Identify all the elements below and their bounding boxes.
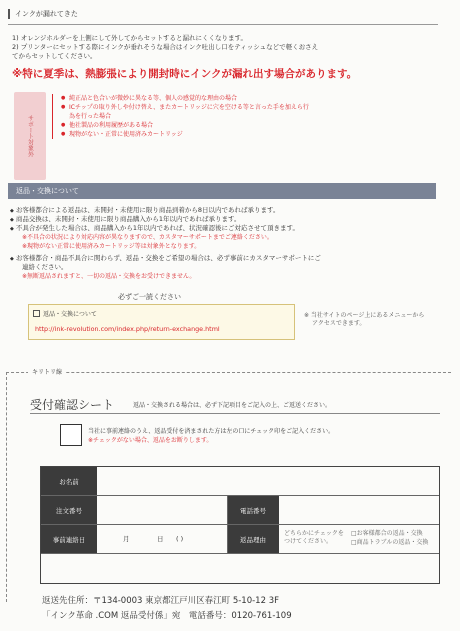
order-number-label: 注文番号 bbox=[41, 496, 97, 524]
reason-hint-1: どちらかにチェックを bbox=[284, 530, 344, 537]
reason-hint-2: つけてください。 bbox=[284, 538, 333, 545]
divider bbox=[227, 495, 228, 553]
cut-line-vertical bbox=[6, 372, 8, 602]
side-note-1: ※ 当社サイトのページ上にあるメニューから bbox=[304, 312, 425, 319]
leak-tip-2: 2) プリンターにセットする際にインクが垂れそうな場合はインク吐出し口をティッシュなどで軽くおさえ bbox=[12, 43, 319, 51]
divider bbox=[8, 24, 438, 25]
reason-option-customer[interactable]: □お客様都合の返品・交換 bbox=[351, 530, 423, 537]
check-note: ※チェックがない場合、返品をお断りします。 bbox=[88, 437, 213, 444]
returns-note-2: ※現物がない正常に使用済みカートリッジ等は対象外となります。 bbox=[22, 243, 201, 250]
leak-section-title: インクが漏れてきた bbox=[8, 9, 78, 19]
returns-note-1: ※不具合の状況により対応内容が異なりますので、カスタマーサポートまでご連絡ください。 bbox=[22, 234, 273, 241]
phone-field[interactable] bbox=[280, 496, 438, 524]
contact-note: ※無断返品されますと、一切の返品・交換をお受けできません。 bbox=[22, 273, 196, 280]
cut-line bbox=[6, 372, 451, 374]
phone-label: 電話番号 bbox=[227, 496, 279, 524]
contact-line-2: 連絡ください。 bbox=[22, 263, 68, 271]
summer-warning: ※特に夏季は、熱膨張により開封時にインクが漏れ出す場合があります。 bbox=[12, 68, 358, 80]
check-instruction: 当社に事前連絡のうえ、返品受付を済まされた方は左の口にチェック印をご記入ください。 bbox=[88, 428, 335, 435]
exclusion-list bbox=[52, 94, 391, 139]
date-weekday: ( ) bbox=[176, 535, 184, 543]
list-item: ● 現物がない・正常に使用済みカートリッジ bbox=[61, 130, 391, 139]
list-item: ● 他社製品の利用履歴がある場合 bbox=[61, 121, 391, 130]
cut-line-label: キリトリ線 bbox=[28, 367, 66, 376]
side-note-2: アクセスできます。 bbox=[312, 320, 366, 327]
link-box-label: 返品・交換について bbox=[43, 311, 97, 318]
date-month: 月 bbox=[123, 535, 130, 543]
divider bbox=[30, 413, 440, 414]
returns-point-3: ◆ 不具合が発生した場合は、商品購入から1年以内であれば、状況確認後にご対応させて頂きます。 bbox=[10, 224, 299, 234]
checkbox-icon bbox=[33, 310, 40, 317]
divider bbox=[41, 553, 439, 554]
pre-contact-checkbox[interactable] bbox=[60, 424, 82, 446]
name-label: お名前 bbox=[41, 467, 97, 495]
read-heading: 必ずご一読ください bbox=[118, 293, 181, 301]
list-item: ● 純正品と色合いが微妙に異なる等、個人の感覚的な理由の場合 bbox=[61, 94, 391, 103]
returns-section-header: 返品・交換について bbox=[8, 183, 436, 199]
receipt-subtitle: 返品・交換される場合は、必ず下記項目をご記入の上、ご返送ください。 bbox=[133, 402, 332, 409]
leak-tip-1: 1) オレンジホルダーを上側にして外してからセットすると漏れにくくなります。 bbox=[12, 34, 247, 42]
returns-point-2: ◆ 商品交換は、未開封・未使用に限り商品購入から1年以内であれば承ります。 bbox=[10, 215, 240, 225]
list-item: 為を行った場合 bbox=[69, 113, 112, 120]
returns-point-1: ◆ お客様都合による返品は、未開封・未使用に限り商品到着から8日以内であれば承ります。 bbox=[10, 206, 279, 216]
return-link-box bbox=[28, 304, 295, 340]
support-excluded-label: サポート対象外 bbox=[14, 92, 46, 180]
reason-option-trouble[interactable]: □商品トラブルの返品・交換 bbox=[351, 539, 429, 546]
return-exchange-link[interactable]: http://ink-revolution.com/index.php/return-exchange.html bbox=[35, 325, 220, 333]
list-item: ● ICチップの取り外しや付け替え、またカートリッジに穴を空ける等と言った手を加えら行 bbox=[61, 103, 391, 112]
receipt-form-table bbox=[40, 466, 440, 584]
return-recipient: 「インク革命 .COM 返品受付係」宛 電話番号：0120-761-109 bbox=[42, 611, 292, 621]
order-number-field[interactable] bbox=[98, 496, 226, 524]
receipt-title: 受付確認シート bbox=[30, 398, 115, 412]
name-field[interactable] bbox=[98, 467, 438, 495]
return-address: 返送先住所：〒134-0003 東京都江戸川区春江町 5-10-12 3F bbox=[42, 596, 280, 606]
divider bbox=[41, 524, 439, 525]
return-reason-label: 返品理由 bbox=[227, 525, 279, 553]
contact-date-label: 事前連絡日 bbox=[41, 525, 97, 553]
contact-line-1: ◆ お客様都合・商品不具合に関わらず、返品・交換をご希望の場合は、必ず事前にカスタマーサポートにご bbox=[10, 254, 321, 264]
leak-tip-3: てからセットしてください。 bbox=[12, 52, 97, 60]
date-day: 日 bbox=[157, 535, 164, 543]
